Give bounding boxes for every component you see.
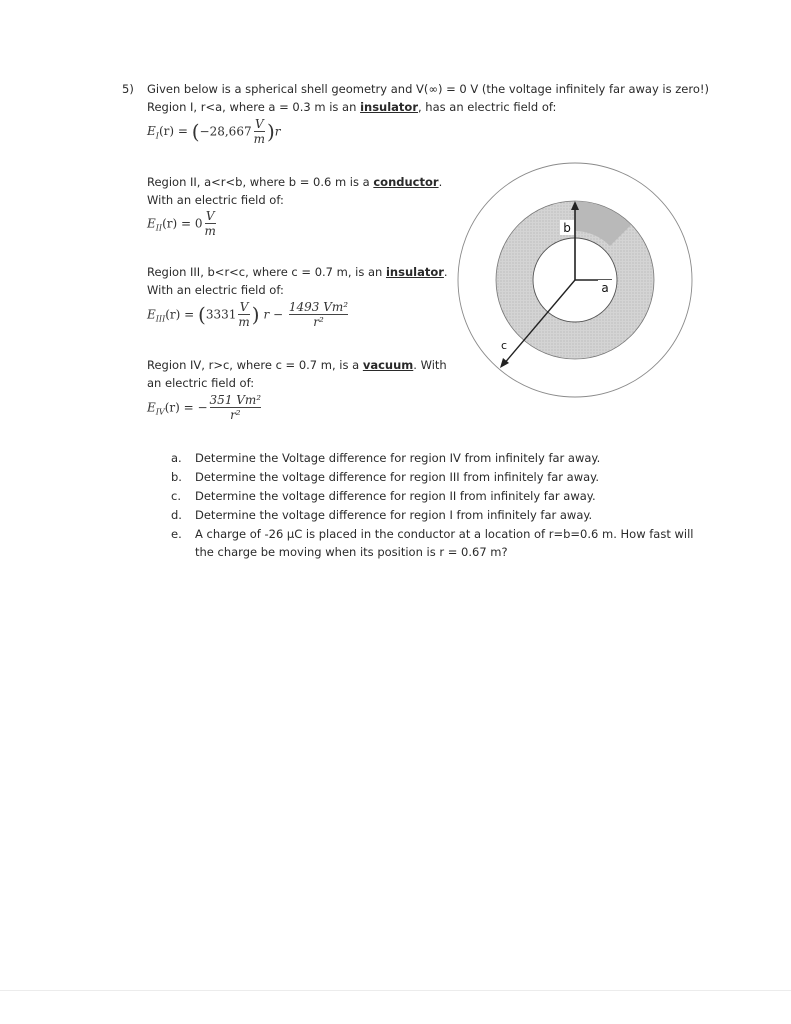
eq1-lhs: E [147,124,156,138]
question-b-text: Determine the voltage difference for region III from infinitely far away. [195,470,599,484]
region-2-post: . [438,175,443,189]
question-c [171,489,596,503]
question-c-text: Determine the voltage difference for region II from infinitely far away. [195,489,596,503]
eq4-den: r² [210,407,262,422]
label-a: a [601,281,609,295]
question-a-text: Determine the Voltage difference for region IV from infinitely far away. [195,451,601,465]
eq1-den: m [253,132,265,146]
eq1-arg: (r) = [158,124,192,138]
equation-e2 [147,209,218,238]
question-e-continuation: the charge be moving when its position is r = 0.67 m? [195,545,508,559]
eq3-num: V [239,300,249,314]
region-4-line2: an electric field of: [147,376,255,390]
region-2-material: conductor [373,175,439,189]
question-e-text: A charge of -26 μC is placed in the conductor at a location of r=b=0.6 m. How fast will [195,527,694,541]
question-c-label: c. [171,489,181,503]
region-4-text [147,358,447,372]
eq3-arg: (r) = [165,307,199,322]
region-1-pre: Region I, r<a, where a = 0.3 m is an [147,100,361,114]
equation-e3: $E_{III}(r) = (3331$ $\frac{V}{m}$ ) r − $\frac{\text{1493 Vm²}}{\text{r²}}$ [147,300,349,329]
region-3-material: insulator [385,265,444,279]
eq4-sub: IV [155,407,165,417]
question-d-label: d. [171,508,182,522]
region-1-text [147,100,556,114]
eq2-sub: II [155,223,163,233]
question-a-label: a. [171,451,182,465]
question-d [171,508,592,522]
region-1-material: insulator [360,100,418,114]
equation-e4 [147,393,263,422]
region-4-material: vacuum [362,358,414,372]
region-2-line2: With an electric field of: [147,193,284,207]
region-3-post: . [443,265,448,279]
eq2-arg: (r) = 0 [162,216,203,231]
eq1-coef: −28,667 [199,124,252,139]
question-d-text: Determine the voltage difference for region I from infinitely far away. [195,508,593,522]
eq1-tail: r [274,124,281,139]
eq3-sub: III [155,314,166,324]
region-3-text [147,265,448,279]
region-4-pre: Region IV, r>c, where c = 0.7 m, is a [147,358,363,372]
label-b: b [563,221,571,235]
region-2-pre: Region II, a<r<b, where b = 0.6 m is a [147,175,374,189]
eq1-num: V [254,117,264,131]
spherical-shell-figure [455,160,695,400]
eq4-lhs: E [147,400,156,415]
eq1-sub: I [155,131,159,141]
eq2-den: m [204,224,216,238]
eq3-den2: r² [289,314,348,329]
equation-e1: $E_I(r) = (-28,667$ $\frac{V}{m}$ )r [147,117,281,146]
question-b [171,470,599,484]
question-e [171,527,694,541]
region-4-post: . With [413,358,447,372]
question-b-label: b. [171,470,182,484]
eq3-lhs: E [147,307,156,322]
eq3-den: m [238,315,250,329]
problem-number: 5) [122,82,134,96]
region-3-line2: With an electric field of: [147,283,284,297]
scan-edge-line [0,990,791,991]
label-c: c [500,339,508,352]
region-1-post: , has an electric field of: [418,100,557,114]
region-3-pre: Region III, b<r<c, where c = 0.7 m, is an [147,265,386,279]
region-2-text [147,175,442,189]
eq3-num2: 1493 Vm² [288,300,349,314]
question-a [171,451,600,465]
question-e-label: e. [171,527,182,541]
eq2-lhs: E [147,216,156,231]
eq4-arg: (r) = − [164,400,208,415]
eq3-coef: 3331 [205,307,237,322]
eq2-num: V [205,209,215,223]
problem-intro: Given below is a spherical shell geometry and V(∞) = 0 V (the voltage infinitely far away is zero!) [147,82,709,96]
eq4-num: 351 Vm² [209,393,262,407]
eq3-mid: r − [263,307,284,322]
